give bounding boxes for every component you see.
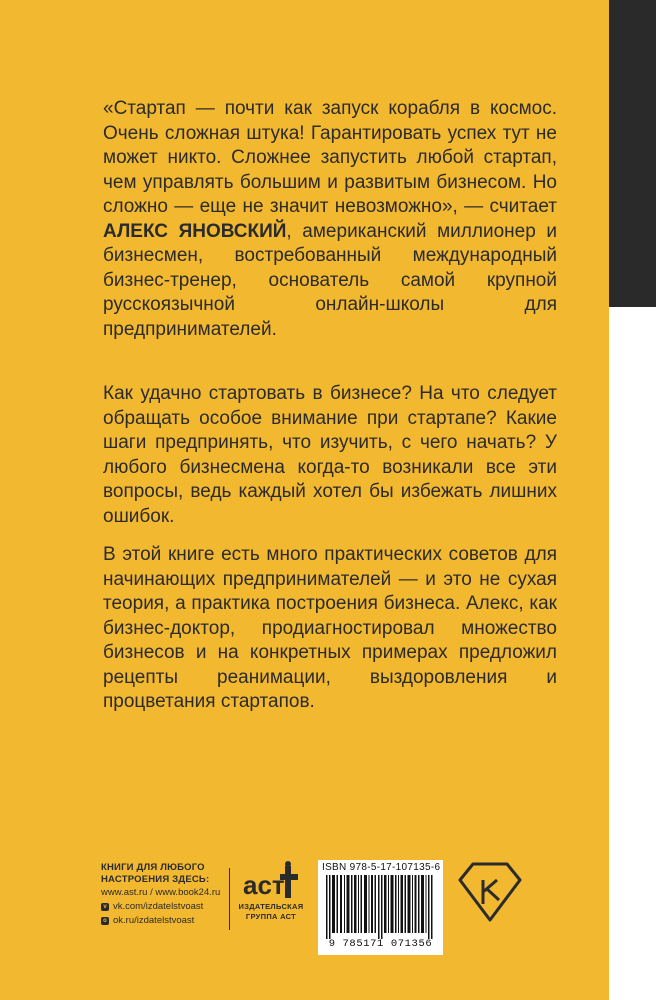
vk-link[interactable]: vk.com/izdatelstvoast xyxy=(113,901,204,912)
isbn-label: ISBN 978-5-17-107135-6 xyxy=(322,862,441,873)
paragraph-summary-text: В этой книге есть много практических советов для начинающих предпринимателей — и это не сухая теория, а практика построения бизнеса. Алекс, как бизнес-доктор, продиагностировал множество бизнесов и на конкретных примерах предложил рецепты реанимации, выздоровления и процветания стартапов. xyxy=(103,544,557,712)
paragraph-questions-text: Как удачно стартовать в бизнесе? На что следует обращать особое внимание при стартапе? Какие шаги предпринять, что изучить, с чего начать? У любого бизнесмена когда-то возникали все эти вопросы, ведь каждый хотел бы избежать лишних ошибок. xyxy=(103,383,557,527)
barcode-bars xyxy=(326,875,436,939)
quote-text-end: , американский миллионер и бизнесмен, востребованный международный бизнес-тренер, основатель самой крупной русскоязычной онлайн-школы для предпринимателей. xyxy=(103,220,557,340)
footer-heading-line1: КНИГИ ДЛЯ ЛЮБОГО xyxy=(101,862,205,873)
ast-logo-icon xyxy=(241,860,301,902)
quote-text-start: «Стартап — почти как запуск корабля в космос. Очень сложная штука! Гарантировать успех тут не может никто. Сложнее запустить любой стартап, чем управлять большим и развитым бизнесом. Но сложно — еще не значит невозможно», — считает xyxy=(103,98,557,217)
ok-link[interactable]: ok.ru/izdatelstvoast xyxy=(113,915,195,926)
author-name: АЛЕКС ЯНОВСКИЙ xyxy=(103,220,287,242)
publisher-block xyxy=(234,860,308,922)
odnoklassniki-icon: o xyxy=(101,917,109,925)
diamond-logo xyxy=(457,860,523,929)
websites-link[interactable]: www.ast.ru / www.book24.ru xyxy=(101,887,221,898)
ok-link-row[interactable] xyxy=(101,914,221,928)
publisher-name-line1: ИЗДАТЕЛЬСКАЯ xyxy=(238,902,304,911)
dark-edge-band xyxy=(609,0,656,307)
paragraph-summary xyxy=(103,543,557,715)
paragraph-quote xyxy=(103,97,557,342)
diamond-k-icon xyxy=(457,860,523,924)
footer-divider xyxy=(229,868,230,930)
footer-heading-line2: НАСТРОЕНИЯ ЗДЕСЬ: xyxy=(101,874,210,885)
paragraph-questions xyxy=(103,382,557,529)
vk-icon: v xyxy=(101,903,109,911)
footer-links xyxy=(101,862,221,928)
isbn-barcode xyxy=(318,860,443,955)
publisher-name-line2: ГРУППА АСТ xyxy=(245,912,297,921)
barcode-digits: 9 785171 071356 xyxy=(328,938,433,950)
vk-link-row[interactable] xyxy=(101,900,221,914)
ast-logo-text: аст xyxy=(243,870,285,900)
